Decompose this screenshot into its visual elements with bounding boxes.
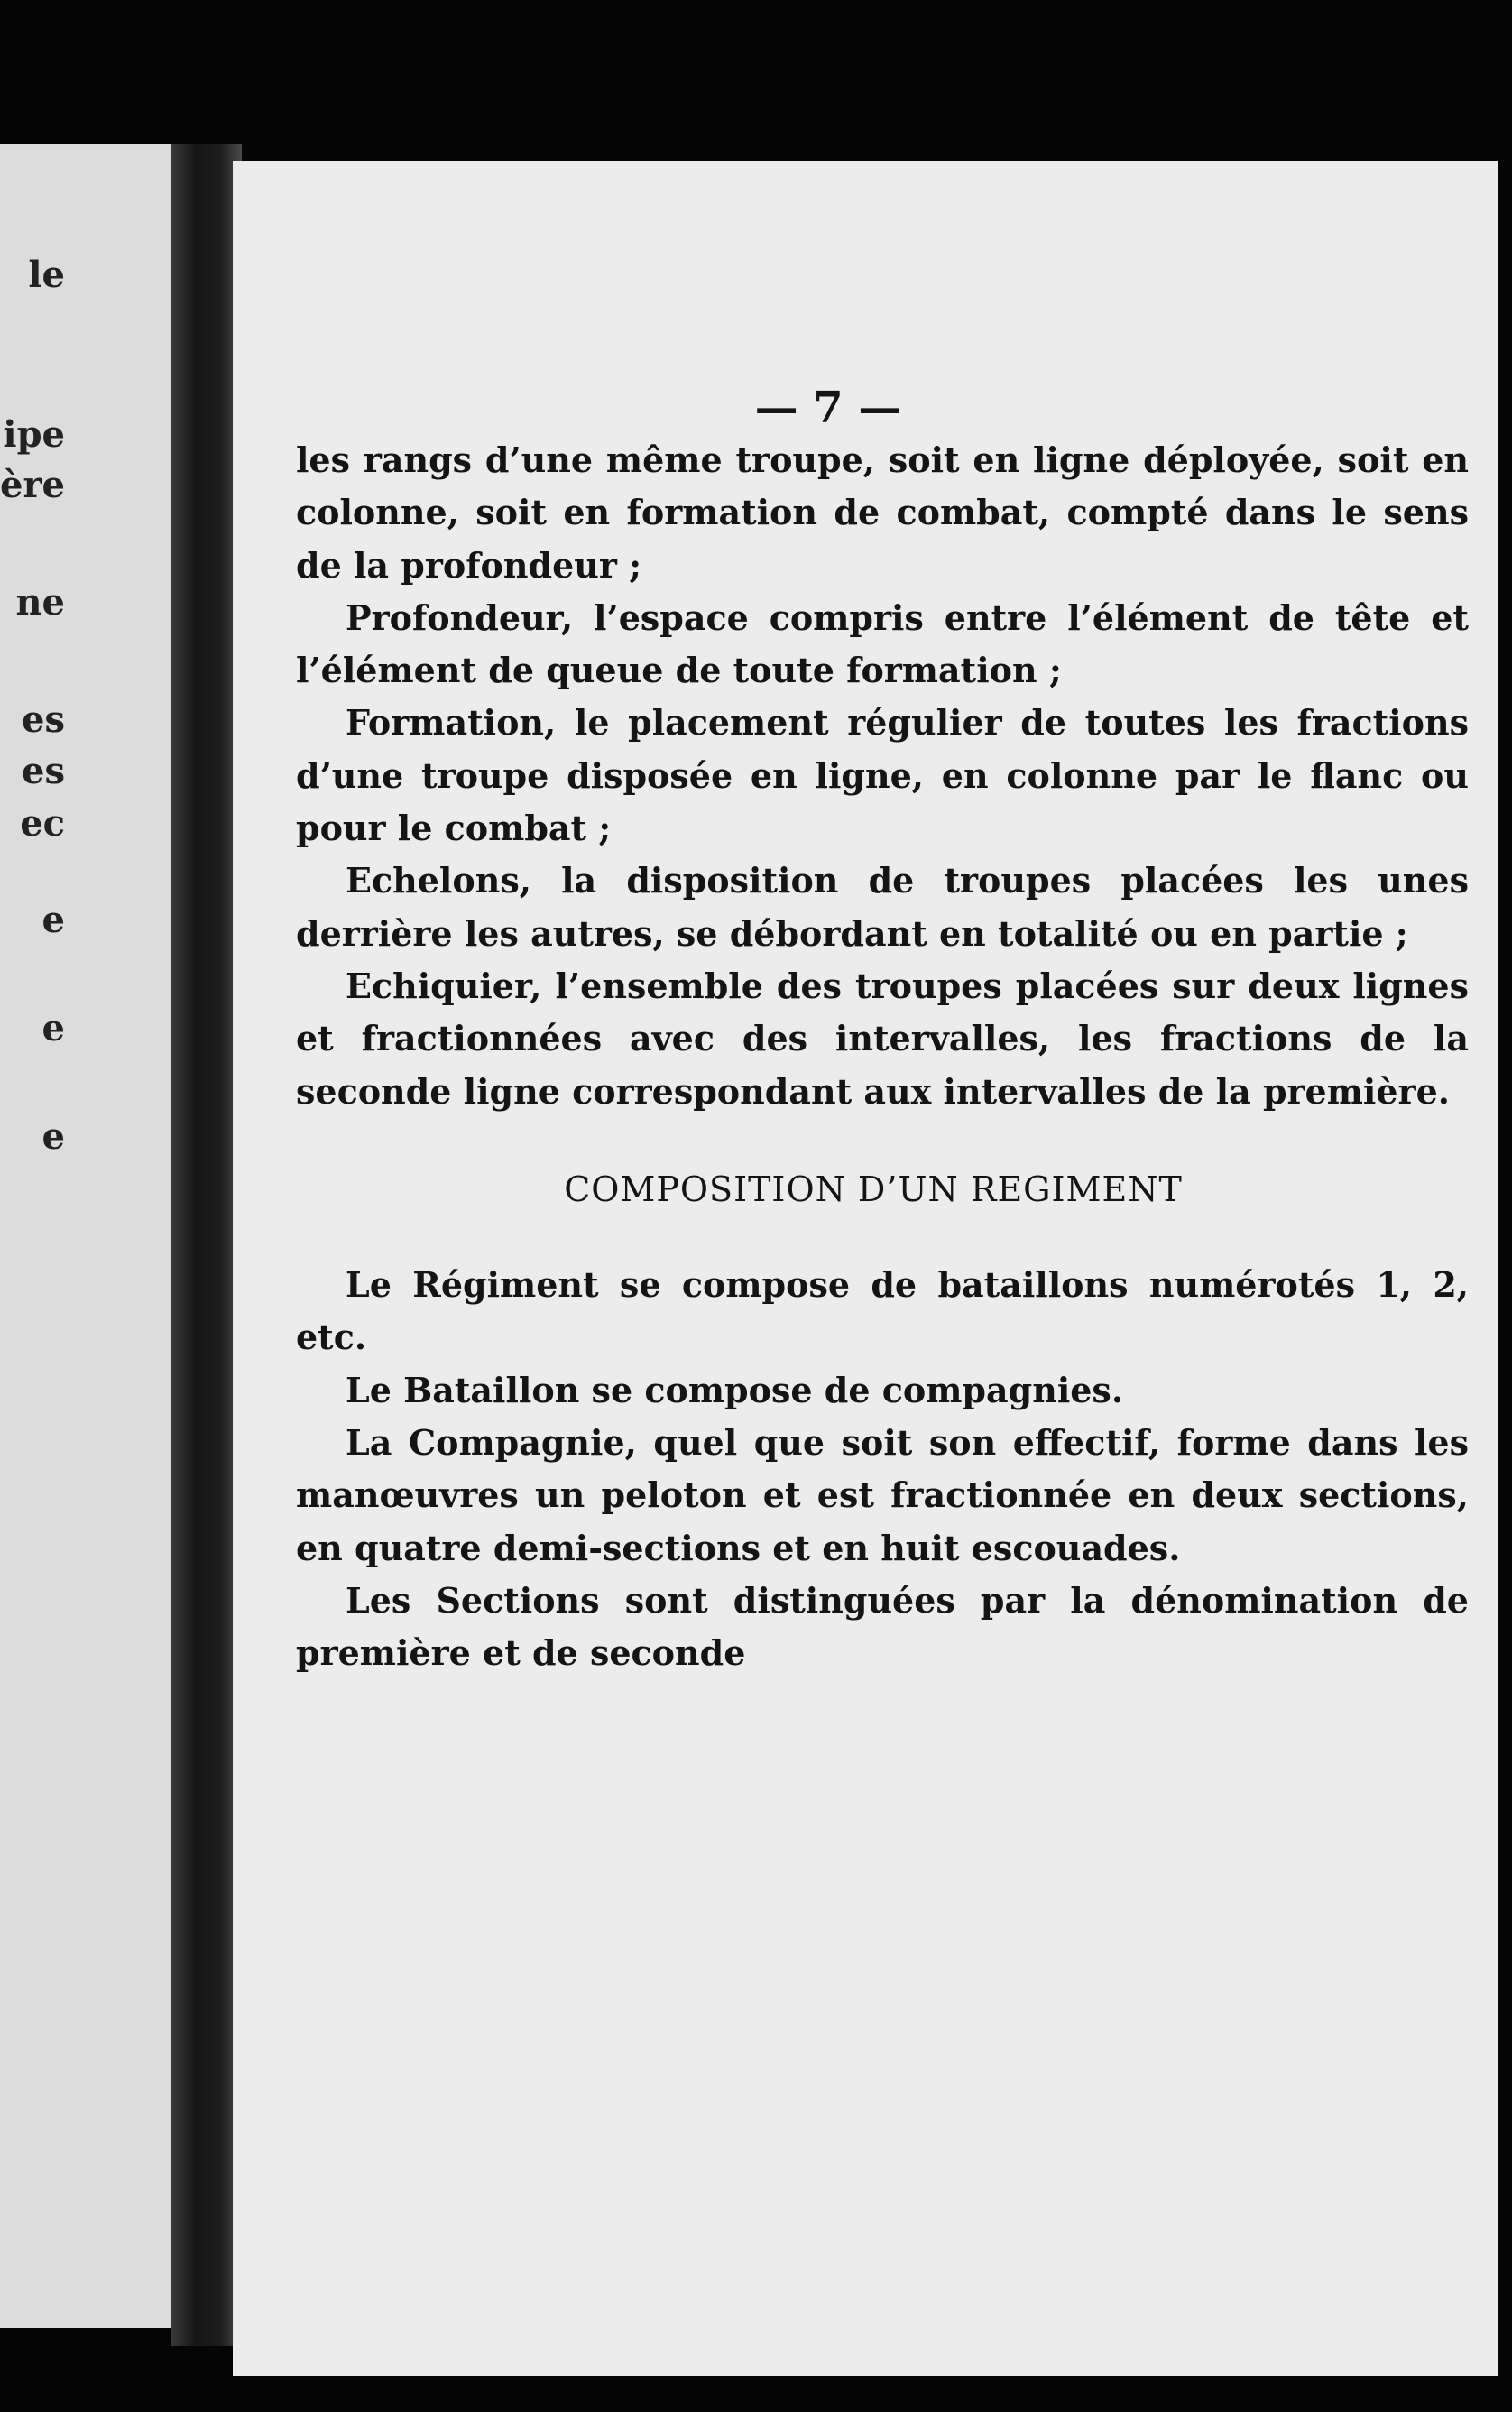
left-page-fragment: le: [28, 254, 65, 296]
left-page-fragments: [0, 144, 171, 2328]
right-page: [233, 161, 1498, 2376]
paragraph-bataillon: [296, 1364, 1469, 1417]
lead-sections: Les: [346, 1579, 437, 1621]
left-page-fragment: ne: [15, 581, 65, 624]
term-profondeur: Profondeur,: [346, 596, 574, 638]
section-heading: COMPOSITION D’UN REGIMENT: [564, 1169, 1183, 1209]
paragraph-ranks: les rangs d’une même troupe, soit en ligne déployée, soit en colonne, soit en formation de combat, compté dans le sens de la profondeur ;: [296, 439, 1469, 586]
paragraph-echelons: [296, 855, 1469, 960]
left-page-fragment: e: [41, 1007, 65, 1049]
paragraph-regiment: [296, 1259, 1469, 1364]
paragraph-sections: [296, 1575, 1469, 1680]
term-bataillon: Bataillon: [403, 1369, 580, 1410]
left-page-fragment: e: [41, 1115, 65, 1158]
definition-bataillon: se compose de compagnies.: [579, 1369, 1124, 1410]
page-text: [296, 382, 1469, 1680]
term-formation: Formation,: [346, 702, 557, 744]
lead-regiment: Le: [346, 1264, 413, 1306]
term-compagnie: La Compagnie,: [346, 1422, 637, 1464]
page-number: — 7 —: [754, 383, 902, 433]
definition-echelons: la disposition de troupes placées les unes derrière les autres, se débordant en totalité ou en partie ;: [296, 860, 1469, 954]
left-page-edge: [0, 144, 171, 2328]
paragraph-profondeur: [296, 592, 1469, 698]
term-echelons: Echelons,: [346, 860, 531, 901]
paragraph-compagnie: [296, 1417, 1469, 1575]
term-echiquier: Echiquier,: [346, 965, 542, 1006]
definition-regiment: se compose de bataillons numérotés 1, 2, etc.: [296, 1264, 1469, 1358]
left-page-fragment: ère: [0, 464, 65, 506]
book-spine: [171, 144, 242, 2346]
left-page-fragment: e: [41, 899, 65, 941]
paragraph-echiquier: [296, 960, 1469, 1118]
term-sections: Sections: [436, 1579, 600, 1621]
definition-compagnie: quel que soit son effectif, forme dans les manœuvres un peloton et est fractionnée en deux sections, en quatre demi-sections et en huit escouades.: [296, 1422, 1469, 1568]
left-page-fragment: es: [22, 698, 65, 741]
left-page-fragment: ipe: [3, 413, 65, 456]
lead-bataillon: Le: [346, 1369, 404, 1410]
definition-echiquier: l’ensemble des troupes placées sur deux lignes et fractionnées avec des intervalles, les fractions de la seconde ligne correspondant aux intervalles de la première.: [296, 965, 1469, 1112]
definition-sections: sont distinguées par la dénomination de première et de seconde: [296, 1579, 1469, 1674]
paragraph-formation: [296, 697, 1469, 855]
left-page-fragment: es: [22, 750, 65, 792]
definition-profondeur: l’espace compris entre l’élément de tête et l’élément de queue de toute formation ;: [296, 596, 1469, 691]
term-regiment: Régiment: [412, 1264, 599, 1306]
left-page-fragment: ec: [20, 802, 65, 845]
definition-formation: le placement régulier de toutes les fractions d’une troupe disposée en ligne, en colonne par le flanc ou pour le combat ;: [296, 702, 1469, 849]
